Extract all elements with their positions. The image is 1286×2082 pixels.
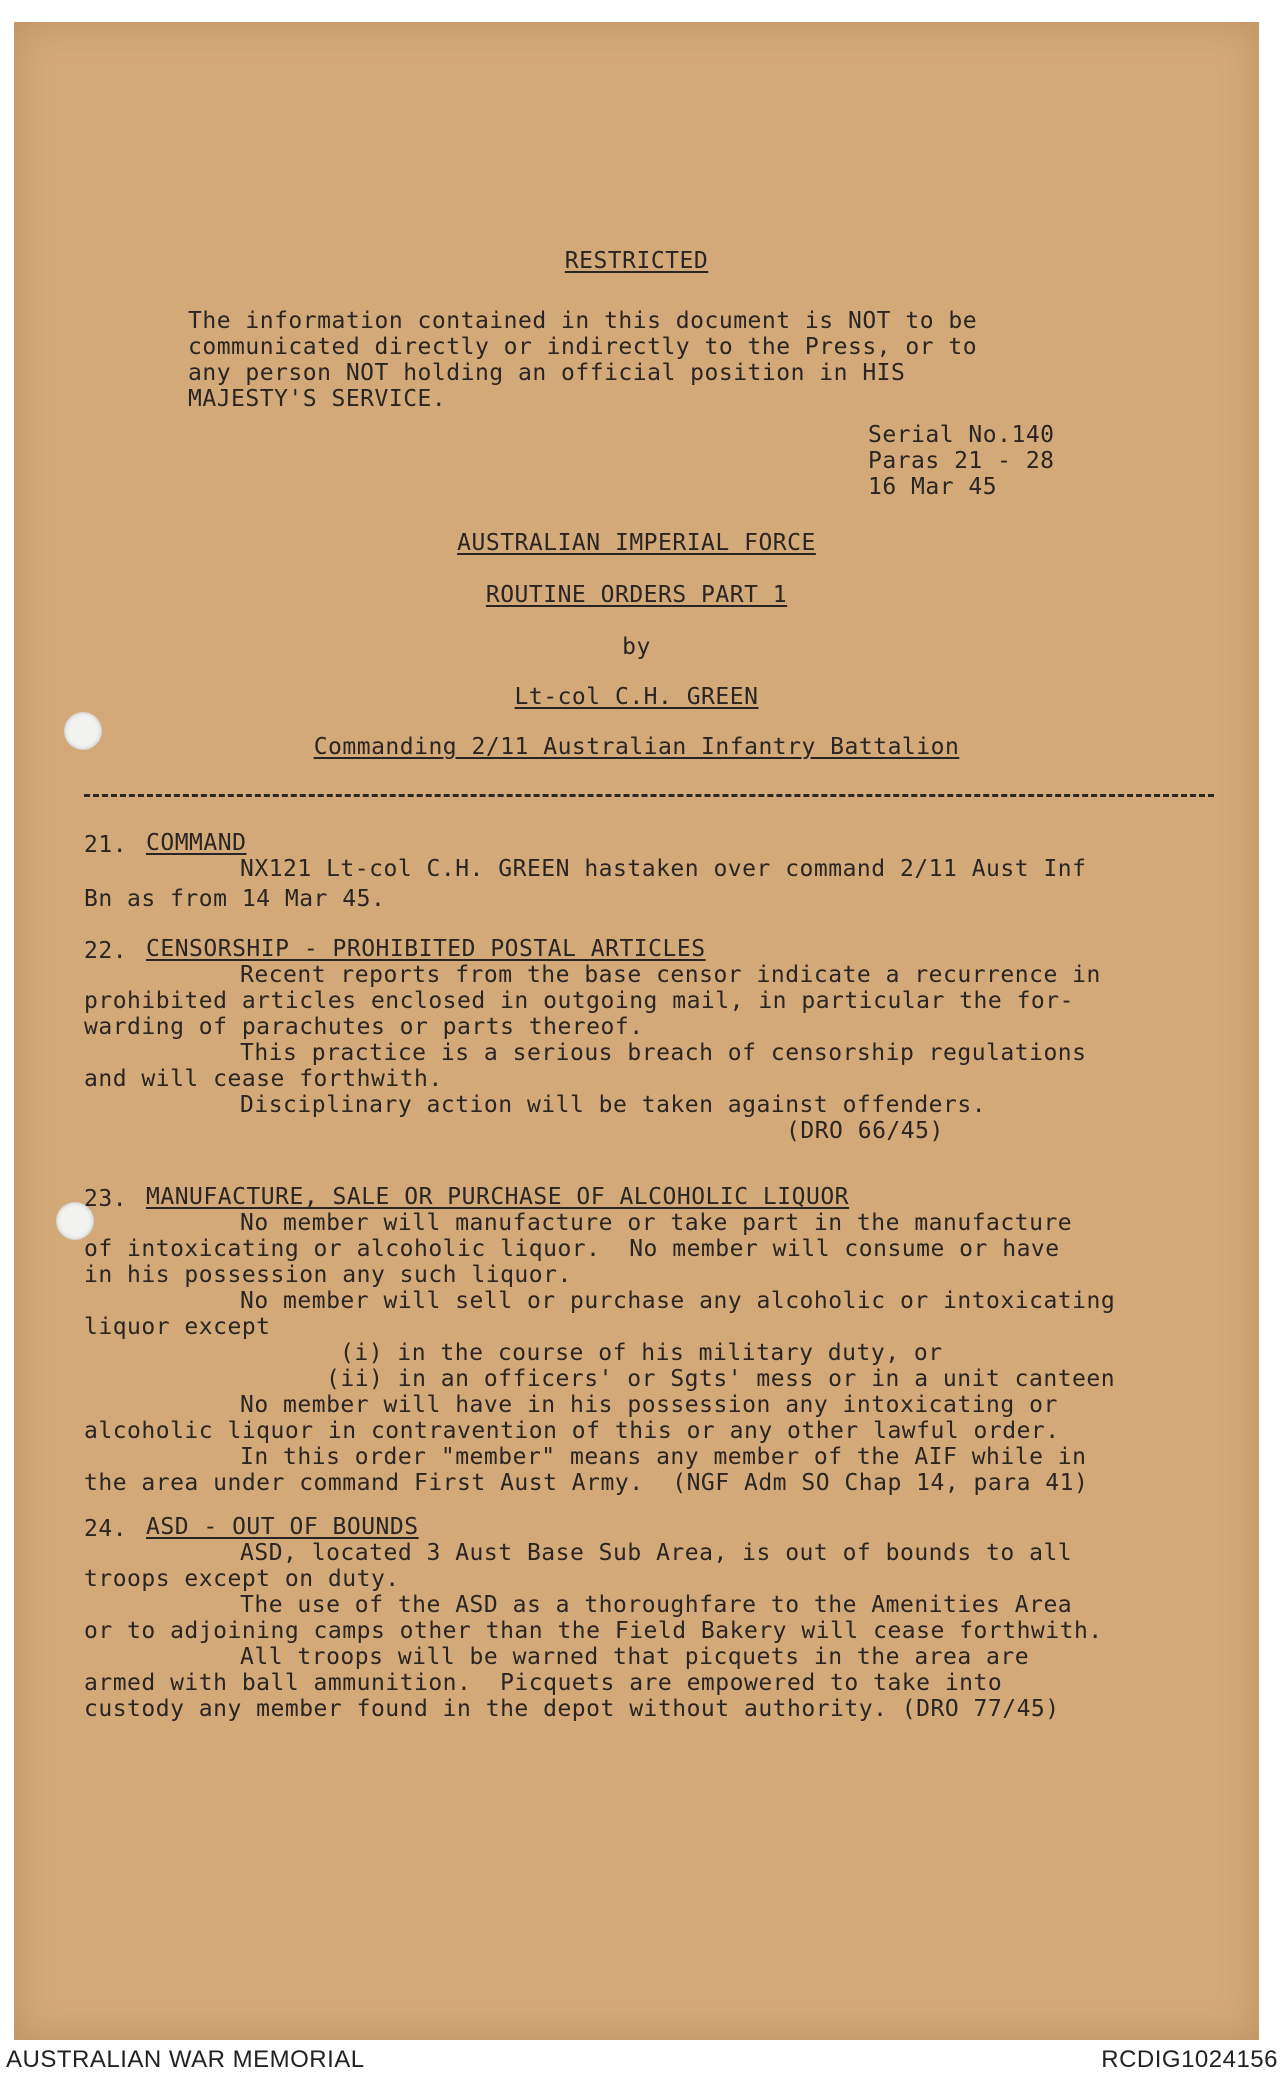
para-22-line: warding of parachutes or parts thereof. bbox=[84, 1014, 644, 1040]
para-23-line: No member will sell or purchase any alcoholic or intoxicating bbox=[240, 1288, 1116, 1314]
para-24-number: 24. bbox=[84, 1516, 128, 1542]
para-24-line: ASD, located 3 Aust Base Sub Area, is out of bounds to all bbox=[240, 1540, 1073, 1566]
para-22-heading: CENSORSHIP - PROHIBITED POSTAL ARTICLES bbox=[146, 936, 706, 962]
para-23-line: the area under command First Aust Army. (NGF Adm SO Chap 14, para 41) bbox=[84, 1470, 1089, 1496]
para-23-line: In this order "member" means any member of the AIF while in bbox=[240, 1444, 1087, 1470]
notice-line-1: The information contained in this document is NOT to be bbox=[188, 308, 978, 334]
title-by: by bbox=[622, 634, 651, 660]
para-23-line: No member will have in his possession any intoxicating or bbox=[240, 1392, 1058, 1418]
para-22-line: and will cease forthwith. bbox=[84, 1066, 443, 1092]
para-23-line: (ii) in an officers' or Sgts' mess or in a unit canteen bbox=[326, 1366, 1116, 1392]
para-24-line: troops except on duty. bbox=[84, 1566, 400, 1592]
title-orders: ROUTINE ORDERS PART 1 bbox=[485, 582, 788, 608]
serial-paras: Paras 21 - 28 bbox=[868, 448, 1055, 474]
para-23-line: alcoholic liquor in contravention of this or any other lawful order. bbox=[84, 1418, 1060, 1444]
para-23-line: in his possession any such liquor. bbox=[84, 1262, 572, 1288]
para-24-heading: ASD - OUT OF BOUNDS bbox=[146, 1514, 419, 1540]
para-23-line: (i) in the course of his military duty, or bbox=[340, 1340, 943, 1366]
separator-line bbox=[84, 794, 1214, 797]
para-24-line: armed with ball ammunition. Picquets are empowered to take into bbox=[84, 1670, 1003, 1696]
para-24-line: or to adjoining camps other than the Field Bakery will cease forthwith. bbox=[84, 1618, 1103, 1644]
para-24-line: All troops will be warned that picquets in the area are bbox=[240, 1644, 1030, 1670]
document-page bbox=[14, 22, 1259, 2040]
para-22-number: 22. bbox=[84, 938, 128, 964]
serial-number: Serial No.140 bbox=[868, 422, 1055, 448]
serial-date: 16 Mar 45 bbox=[868, 474, 998, 500]
para-21-line: Bn as from 14 Mar 45. bbox=[84, 886, 386, 912]
para-22-line: prohibited articles enclosed in outgoing mail, in particular the for- bbox=[84, 988, 1074, 1014]
para-24-line: custody any member found in the depot without authority. (DRO 77/45) bbox=[84, 1696, 1060, 1722]
notice-line-3: any person NOT holding an official position in HIS bbox=[188, 360, 906, 386]
title-unit: Commanding 2/11 Australian Infantry Battalion bbox=[313, 734, 960, 760]
para-21-number: 21. bbox=[84, 832, 128, 858]
title-force: AUSTRALIAN IMPERIAL FORCE bbox=[457, 530, 816, 556]
para-22-line: Disciplinary action will be taken against offenders. bbox=[240, 1092, 987, 1118]
para-24-line: The use of the ASD as a thoroughfare to the Amenities Area bbox=[240, 1592, 1073, 1618]
para-22-line: This practice is a serious breach of censorship regulations bbox=[240, 1040, 1087, 1066]
notice-line-2: communicated directly or indirectly to the Press, or to bbox=[188, 334, 978, 360]
para-23-line: of intoxicating or alcoholic liquor. No member will consume or have bbox=[84, 1236, 1060, 1262]
footer-record-id: RCDIG1024156 bbox=[1101, 2046, 1278, 2073]
title-commander: Lt-col C.H. GREEN bbox=[514, 684, 759, 710]
para-23-line: liquor except bbox=[84, 1314, 271, 1340]
para-21-line: NX121 Lt-col C.H. GREEN hastaken over command 2/11 Aust Inf bbox=[240, 856, 1087, 882]
para-22-reference: (DRO 66/45) bbox=[786, 1118, 944, 1144]
para-23-number: 23. bbox=[84, 1186, 128, 1212]
footer-archive-name: AUSTRALIAN WAR MEMORIAL bbox=[6, 2046, 365, 2073]
para-23-line: No member will manufacture or take part in the manufacture bbox=[240, 1210, 1073, 1236]
para-21-heading: COMMAND bbox=[146, 830, 247, 856]
para-22-line: Recent reports from the base censor indicate a recurrence in bbox=[240, 962, 1101, 988]
notice-line-4: MAJESTY'S SERVICE. bbox=[188, 386, 447, 412]
restricted-heading: RESTRICTED bbox=[564, 248, 709, 274]
para-23-heading: MANUFACTURE, SALE OR PURCHASE OF ALCOHOLIC LIQUOR bbox=[146, 1184, 850, 1210]
